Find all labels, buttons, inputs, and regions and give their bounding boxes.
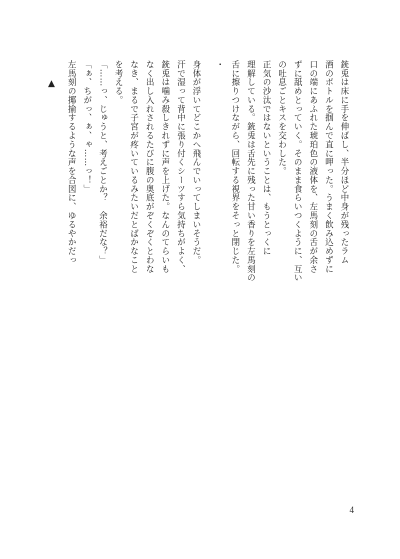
- text-column-right: 銃兎は床に手を伸ばし、半分ほど中身が残ったラム 酒のボトルを掴んで直に呷った。うまく飲み込めずに 口の端にあふれた琥珀色の液体を、左馬刻の舌が余さ ずに舐めとっていく。そのまま食らいつくように、互い の吐息ごとキスを交わした。 正気の沙汰ではないということは、もうとっくに 理解している。銃兎は舌先に残った甘い香りを左馬刻の 舌に擦りつけながら、回転する視界をそっと閉じた。 ・: [215, 60, 350, 283]
- section-marker: ▲: [48, 79, 55, 89]
- text-column-left: 身体が浮いてどこかへ飛んでいってしまいそうだ。 汗で湿って背中に張り付くシーツすら気持ちがよく、 銃兎は噛み殺しきれずに声を上げた。なんのてらいも なく出し入れされるたびに腹の奥底がぞくぞくとわな なき、まるで子宮が疼いているみたいだとばかなこと を考える。 「……っ、じゅうと、考えごとか？ 余裕だな？」 「ぁ、ちがっ、ぁ、ゃ……っ！」 左馬刻の揶揄するような声を合図に、ゆるやかだっ: [67, 60, 202, 274]
- page-number: 4: [349, 505, 354, 515]
